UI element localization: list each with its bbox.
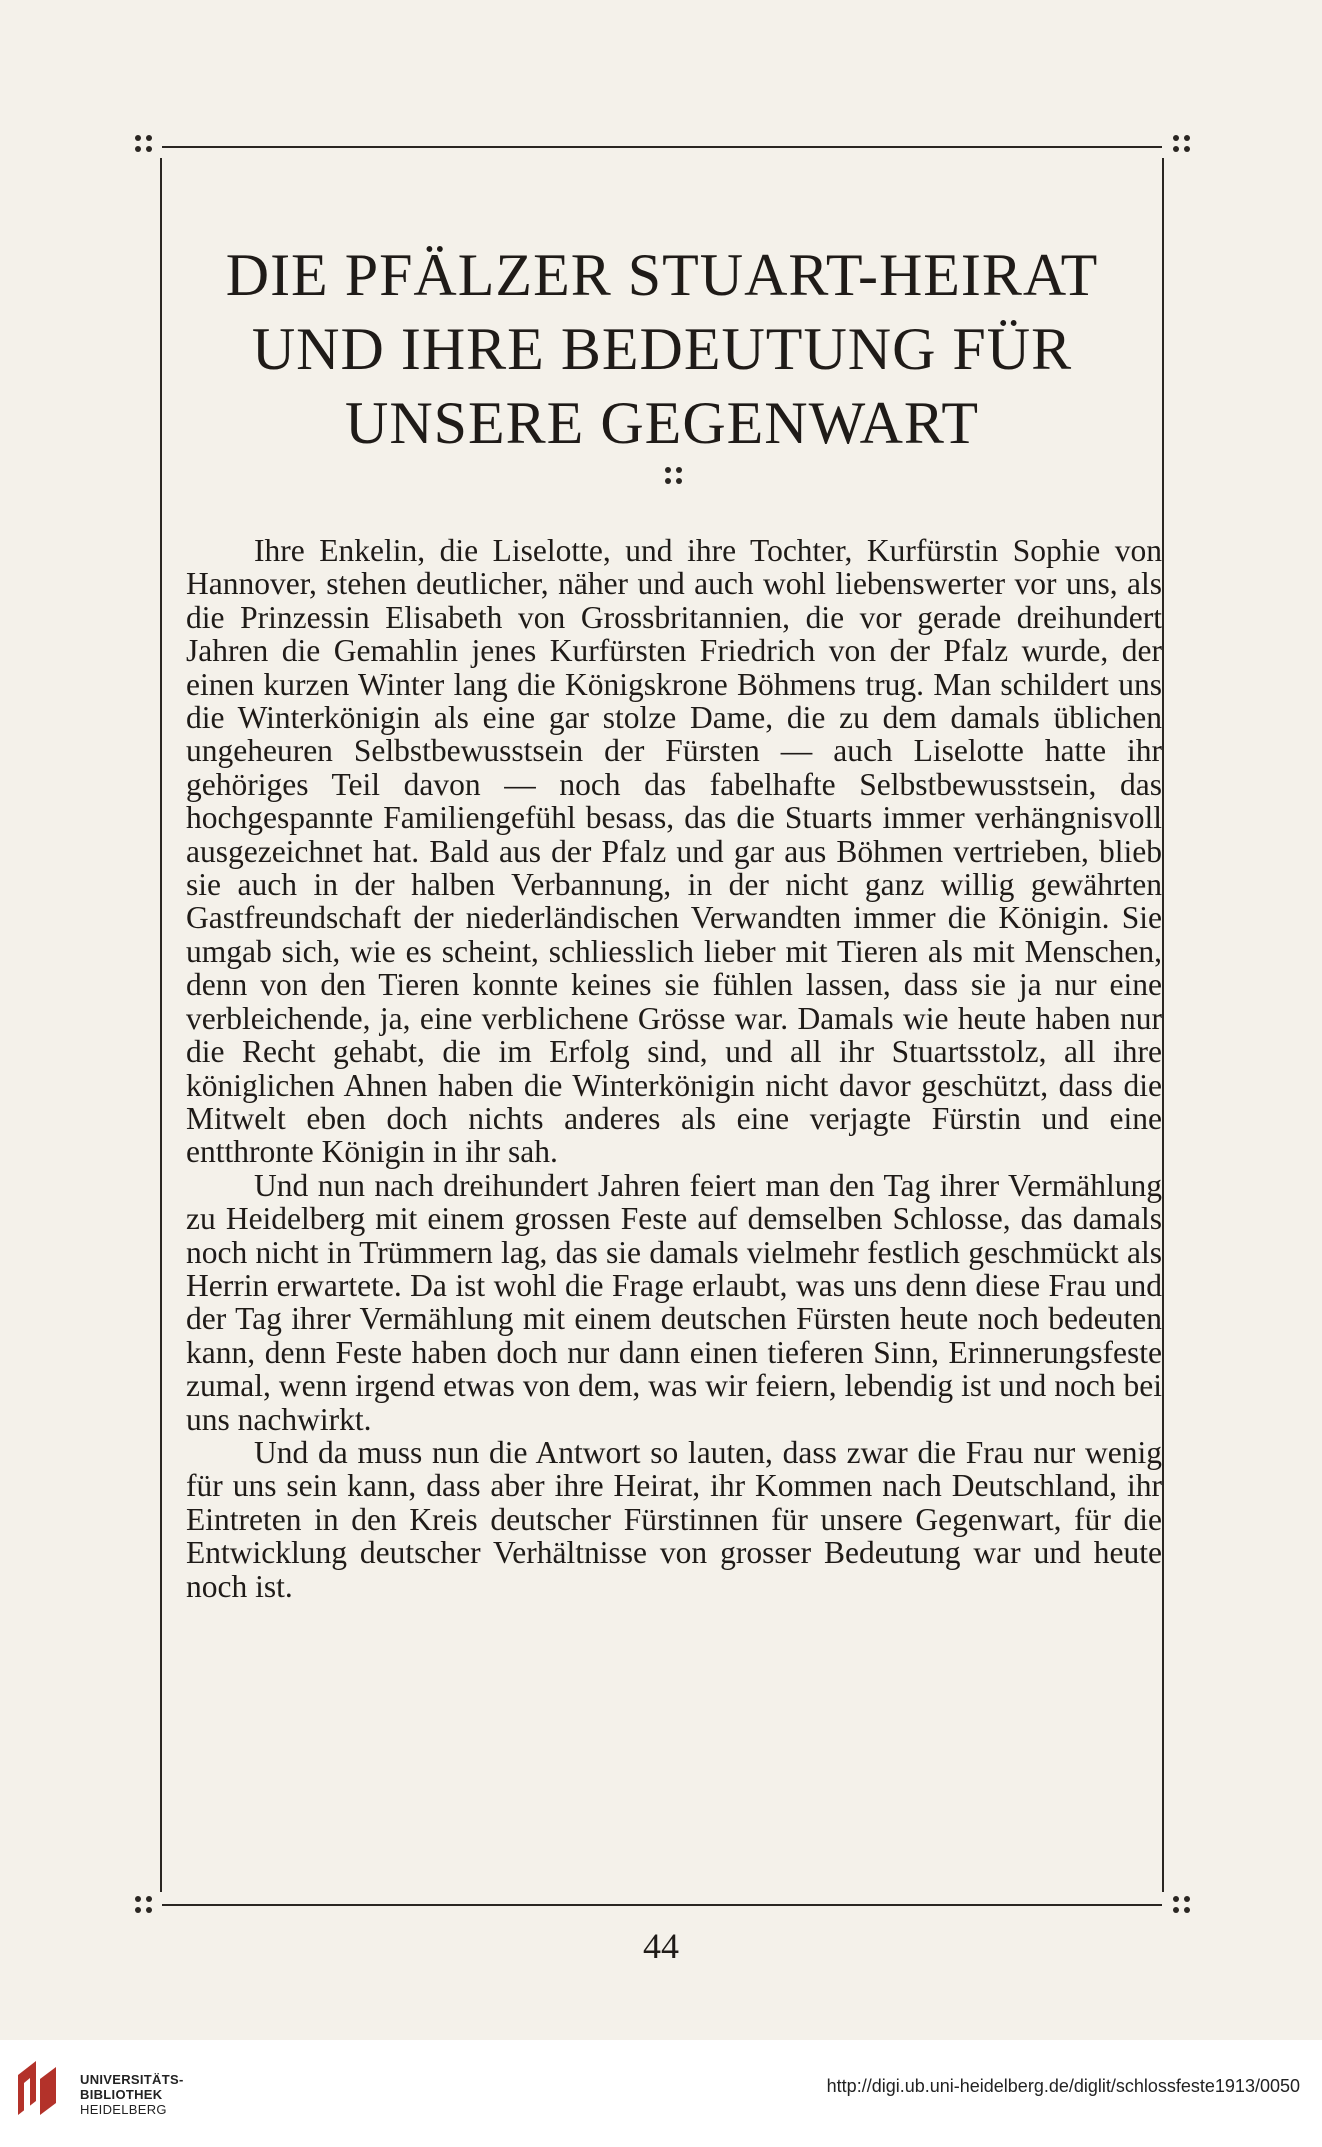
article-body bbox=[186, 534, 1162, 1603]
corner-ornament-bottom-right bbox=[1173, 1896, 1191, 1914]
top-frame-rule bbox=[162, 146, 1162, 148]
library-name-line: BIBLIOTHEK bbox=[80, 2087, 163, 2102]
article-title bbox=[162, 238, 1162, 460]
paragraph: Ihre Enkelin, die Liselotte, und ihre Tochter, Kurfürstin Sophie von Hannover, stehen deutlicher, näher und auch wohl liebenswerter vor uns, als die Prinzessin Elisabeth von Grossbritannien, die vor gerade dreihundert Jahren die Gemahlin jenes Kurfürsten Friedrich von der Pfalz wurde, der einen kurzen Winter lang die Königskrone Böhmens trug. Man schildert uns die Winterkönigin als eine gar stolze Dame, die zu dem damals üblichen ungeheuren Selbstbewusstsein der Fürsten — auch Liselotte hatte ihr gehöriges Teil davon — noch das fabelhafte Selbstbewusstsein, das hochgespannte Familiengefühl besass, das die Stuarts immer verhängnisvoll ausgezeichnet hat. Bald aus der Pfalz und gar aus Böhmen vertrieben, blieb sie auch in der halben Verbannung, in der nicht ganz willig gewährten Gastfreundschaft der niederländischen Verwandten immer die Königin. Sie umgab sich, wie es scheint, schliesslich lieber mit Tieren als mit Menschen, denn von den Tieren konnte keines sie fühlen lassen, dass sie ja nur eine verbleichende, ja, eine verblichene Grösse war. Damals wie heute haben nur die Recht gehabt, die im Erfolg sind, und all ihr Stuartsstolz, all ihre königlichen Ahnen haben die Winterkönigin nicht davor geschützt, dass die Mitwelt eben doch nichts anderes als eine verjagte Fürstin und eine entthronte Königin in ihr sah. bbox=[186, 533, 1162, 1170]
right-frame-rule bbox=[1162, 158, 1164, 1892]
library-name-line: UNIVERSITÄTS- bbox=[80, 2072, 184, 2087]
library-name bbox=[80, 2072, 184, 2117]
paragraph: Und nun nach dreihundert Jahren feiert man den Tag ihrer Vermählung zu Heidelberg mit einem grossen Feste auf demselben Schlosse, das damals noch nicht in Trümmern lag, das sie damals vielmehr festlich geschmückt als Herrin erwartete. Da ist wohl die Frage erlaubt, was uns denn diese Frau und der Tag ihrer Vermählung mit einem deutschen Fürsten heute noch bedeuten kann, denn Feste haben doch nur dann einen tieferen Sinn, Erinnerungsfeste zumal, wenn irgend etwas von dem, was wir feiern, lebendig ist und noch bei uns nachwirkt. bbox=[186, 1167, 1162, 1437]
corner-ornament-top-right bbox=[1173, 135, 1191, 153]
corner-ornament-bottom-left bbox=[135, 1896, 153, 1914]
paragraph: Und da muss nun die Antwort so lauten, dass zwar die Frau nur wenig für uns sein kann, dass aber ihre Heirat, ihr Kommen nach Deutschland, ihr Eintreten in den Kreis deutscher Fürstinnen für unsere Gegenwart, für die Entwicklung deutscher Verhältnisse von grosser Bedeutung war und heute noch ist. bbox=[186, 1434, 1162, 1604]
page-number: 44 bbox=[643, 1926, 679, 1966]
library-name-line: HEIDELBERG bbox=[80, 2102, 167, 2117]
viewer-footer bbox=[0, 2040, 1322, 2147]
title-line: UNSERE GEGENWART bbox=[344, 390, 980, 456]
title-line: UND IHRE BEDEUTUNG FÜR bbox=[251, 316, 1073, 382]
source-url-link[interactable]: http://digi.ub.uni-heidelberg.de/diglit/schlossfeste1913/0050 bbox=[826, 2076, 1300, 2096]
title-line: DIE PFÄLZER STUART-HEIRAT bbox=[225, 242, 1099, 308]
corner-ornament-top-left bbox=[135, 135, 153, 153]
bottom-frame-rule bbox=[162, 1904, 1162, 1906]
ub-heidelberg-logo-icon bbox=[14, 2057, 60, 2117]
title-divider-ornament bbox=[665, 467, 683, 485]
